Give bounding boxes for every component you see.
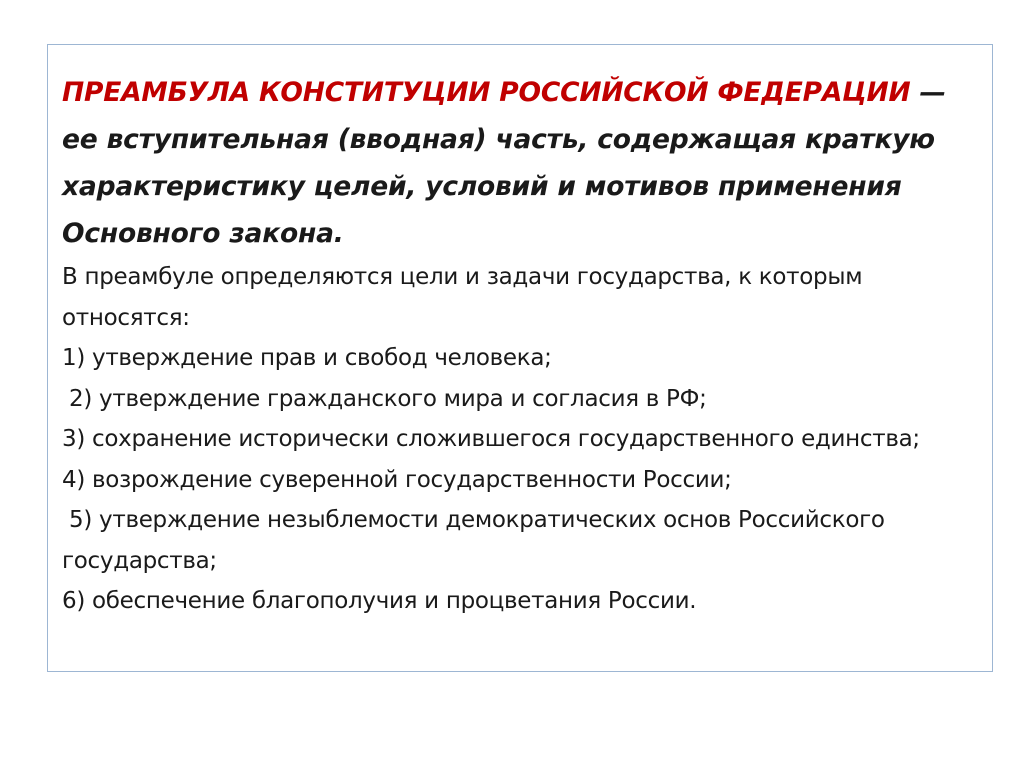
lead-text: В преамбуле определяются цели и задачи государства, к которым относятся: (62, 264, 870, 331)
intro-paragraph (62, 69, 976, 257)
body-paragraph (62, 257, 976, 622)
list-item: 2) утверждение гражданского мира и согласия в РФ; (62, 385, 707, 412)
list-item: 5) утверждение незыблемости демократических основ Российского государства; (62, 507, 892, 574)
list-item: 4) возрождение суверенной государственности России; (62, 466, 732, 493)
list-item: 1) утверждение прав и свобод человека; (62, 345, 552, 371)
intro-definition: — ее вступительная (вводная) часть, содержащая краткую характеристику целей, условий и мотивов применения Основного закона. (62, 77, 946, 249)
list-item: 3) сохранение исторически сложившегося государственного единства; (62, 426, 920, 452)
text-box (47, 44, 993, 672)
intro-term: ПРЕАМБУЛА КОНСТИТУЦИИ РОССИЙСКОЙ ФЕДЕРАЦИИ (62, 77, 911, 108)
list-item: 6) обеспечение благополучия и процветания России. (62, 588, 697, 614)
